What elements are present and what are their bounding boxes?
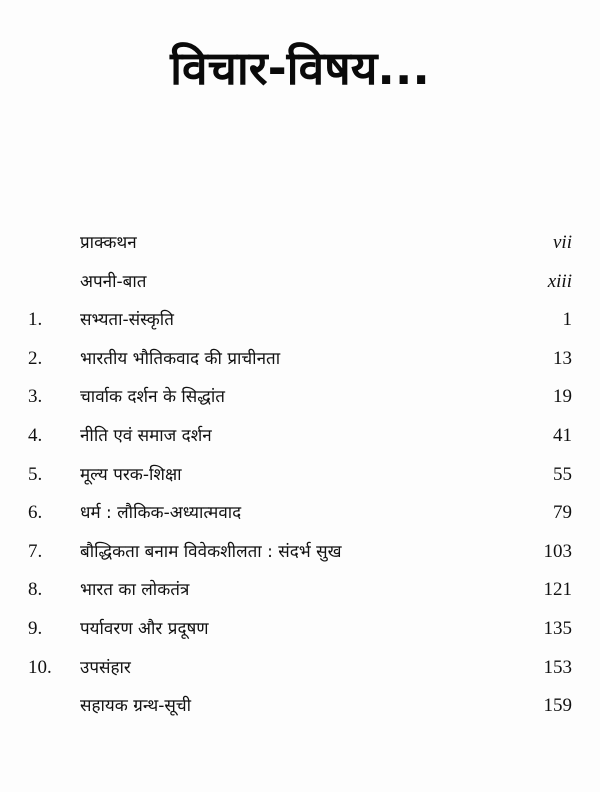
- page-number: xiii: [547, 270, 572, 292]
- page-title: विचार-विषय...: [170, 41, 430, 95]
- chapter-title: प्राक्कथन: [80, 233, 137, 253]
- chapter-number: 3.: [28, 386, 43, 408]
- toc-entry: [0, 303, 600, 342]
- toc-entry: [0, 419, 600, 458]
- page-number: 135: [543, 617, 572, 639]
- chapter-number: 8.: [28, 579, 43, 601]
- toc-entry: [0, 226, 600, 265]
- page-number: 19: [553, 386, 572, 408]
- toc-entry: [0, 573, 600, 612]
- chapter-title: चार्वाक दर्शन के सिद्धांत: [80, 387, 225, 408]
- chapter-title: मूल्य परक-शिक्षा: [80, 464, 182, 485]
- page-number: 121: [543, 579, 572, 601]
- toc-entry: [0, 651, 600, 690]
- chapter-number: 2.: [28, 347, 43, 369]
- chapter-number: 10.: [28, 656, 52, 678]
- chapter-title: भारतीय भौतिकवाद की प्राचीनता: [80, 348, 281, 369]
- chapter-number: 7.: [28, 540, 43, 562]
- page-number: vii: [553, 232, 572, 253]
- chapter-number: 6.: [28, 502, 43, 524]
- chapter-title: उपसंहार: [80, 657, 131, 678]
- page-number: 79: [553, 502, 572, 524]
- toc-entry: [0, 496, 600, 535]
- chapter-title: अपनी-बात: [80, 271, 147, 292]
- page-number: 159: [543, 695, 572, 717]
- chapter-title: धर्म : लौकिक-अध्यात्मवाद: [80, 503, 242, 524]
- page-number: 13: [553, 347, 572, 369]
- chapter-title: सभ्यता-संस्कृति: [80, 310, 174, 331]
- toc-entry: [0, 342, 600, 381]
- chapter-number: 9.: [28, 617, 43, 639]
- page-number: 55: [553, 463, 572, 485]
- page-number: 41: [553, 424, 572, 446]
- chapter-title: पर्यावरण और प्रदूषण: [80, 618, 209, 639]
- toc-entry: [0, 458, 600, 497]
- chapter-title: भारत का लोकतंत्र: [80, 580, 190, 601]
- chapter-number: 4.: [28, 424, 43, 446]
- toc-entry: [0, 689, 600, 728]
- chapter-number: 5.: [28, 463, 43, 485]
- page-number: 103: [543, 540, 572, 562]
- page-number: 1: [562, 309, 572, 331]
- toc-entry: [0, 380, 600, 419]
- table-of-contents: [0, 226, 600, 728]
- toc-entry: [0, 265, 600, 304]
- chapter-title: नीति एवं समाज दर्शन: [80, 425, 212, 446]
- chapter-title: सहायक ग्रन्थ-सूची: [80, 696, 192, 717]
- chapter-number: 1.: [28, 309, 43, 331]
- toc-entry: [0, 612, 600, 651]
- toc-entry: [0, 535, 600, 574]
- chapter-title: बौद्धिकता बनाम विवेकशीलता : संदर्भ सुख: [80, 541, 342, 562]
- page-number: 153: [543, 656, 572, 678]
